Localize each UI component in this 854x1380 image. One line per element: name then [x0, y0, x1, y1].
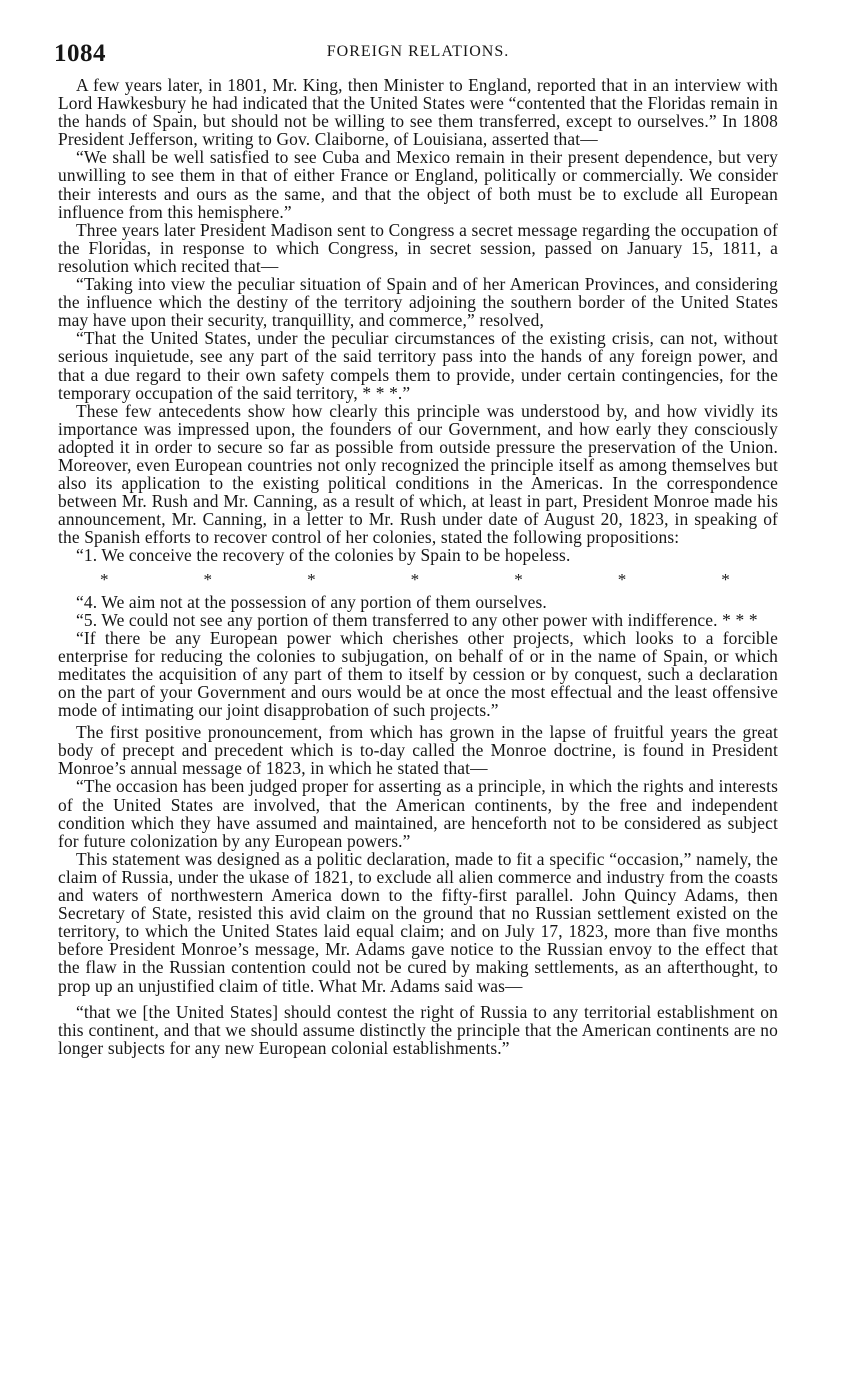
paragraph-first-pronouncement: The first positive pronouncement, from which has grown in the lapse of fruitful years the great body of precept and precedent which is to-day called the Monroe doctrine, is found in President Monroe’s annual message of 1823, in which he stated that— [58, 722, 778, 779]
ellipsis-row [58, 565, 778, 593]
ellipsis-star: * [721, 569, 730, 589]
quote-jefferson: “We shall be well satisfied to see Cuba and Mexico remain in their present dependence, but very unwilling to see them in that of either France or England, politically or commercially. We consider their interests and ours as the same, and that the object of both must be to exclude all European influence from this hemisphere.” [58, 147, 778, 222]
ellipsis-star: * [307, 569, 316, 589]
page-header [54, 36, 778, 76]
proposition-5: “5. We could not see any portion of them transferred to any other power with indifference. * * * [76, 609, 758, 630]
proposition-1: “1. We conceive the recovery of the colonies by Spain to be hopeless. [76, 545, 571, 566]
document-page [54, 36, 778, 1058]
quote-canning-projects: “If there be any European power which cherishes other projects, which looks to a forcible enterprise for reducing the colonies to subjugation, on behalf of or in the name of Spain, or which meditates the acquisition of any part of them to itself by cession or by conquest, such a declaration on the part of your Government and ours would be at once the most effectual and the least offensive mode of intimating our joint disapprobation of such projects.” [58, 627, 778, 721]
ellipsis-star: * [514, 569, 523, 589]
quote-monroe-message: “The occasion has been judged proper for asserting as a principle, in which the rights and interests of the United States are involved, that the American continents, by the free and independent condition which they have assumed and maintained, are henceforth not to be considered as subject for future colonization by any European powers.” [58, 776, 778, 851]
ellipsis-star: * [203, 569, 213, 589]
body-text [58, 76, 778, 1057]
paragraph-king-report: A few years later, in 1801, Mr. King, then Minister to England, reported that in an interview with Lord Hawkesbury he had indicated that the United States were “contented that the Floridas remain in the hands of Spain, but should not be willing to see them transferred, except to ourselves.” In 1808 President Jefferson, writing to Gov. Claiborne, of Louisiana, asserted that— [58, 75, 778, 150]
page-number: 1084 [54, 40, 106, 67]
quote-congress-resolution: “That the United States, under the peculiar circumstances of the existing crisis, can not, without serious inquietude, see any part of the said territory pass into the hands of any foreign power, and that a due regard to their own safety compels them to provide, under certain contingencies, for the temporary occupation of the said territory, * * *.” [58, 328, 778, 403]
ellipsis-star: * [617, 569, 627, 589]
ellipsis-star: * [100, 569, 109, 589]
ellipsis-star: * [410, 569, 420, 589]
paragraph-madison: Three years later President Madison sent to Congress a secret message regarding the occupation of the Floridas, in response to which Congress, in secret session, passed on January 15, 1811, a resolution which recited that— [58, 219, 778, 276]
running-title: FOREIGN RELATIONS. [326, 43, 510, 60]
paragraph-antecedents: These few antecedents show how clearly this principle was understood by, and how vividly its importance was impressed upon, the founders of our Government, and how early they consciously adopted it in order to secure so far as possible from outside pressure the preservation of the Union. Moreover, even European countries not only recognized the principle itself as among themselves but also its application to the existing political conditions in the Americas. In the correspondence between Mr. Rush and Mr. Canning, as a result of which, at least in part, President Monroe made his announcement, Mr. Canning, in a letter to Mr. Rush under date of August 20, 1823, in speaking of the Spanish efforts to recover control of her colonies, stated the following propositions: [58, 400, 778, 548]
paragraph-politic-declaration: This statement was designed as a politic declaration, made to fit a specific “occasion,” namely, the claim of Russia, under the ukase of 1821, to exclude all alien commerce and industry from the coasts and waters of northwestern America down to the fifty-first parallel. John Quincy Adams, then Secretary of State, resisted this avid claim on the ground that no Russian settlement existed on the territory, to which the United States laid equal claim; and on July 17, 1823, more than five months before President Monroe’s message, Mr. Adams gave notice to the Russian envoy to the effect that the flaw in the Russian contention could not be cured by making settlements, as an afterthought, to prop up an unjustified claim of title. What Mr. Adams said was— [58, 848, 778, 996]
proposition-4: “4. We aim not at the possession of any portion of them ourselves. [76, 591, 547, 612]
quote-congress-preamble: “Taking into view the peculiar situation of Spain and of her American Provinces, and considering the influence which the destiny of the territory adjoining the southern border of the United States may have upon their security, tranquillity, and commerce,” resolved, [58, 274, 778, 331]
quote-adams: “that we [the United States] should contest the right of Russia to any territorial establishment on this continent, and that we should assume distinctly the principle that the American continents are no longer subjects for any new European colonial establishments.” [58, 1001, 778, 1058]
